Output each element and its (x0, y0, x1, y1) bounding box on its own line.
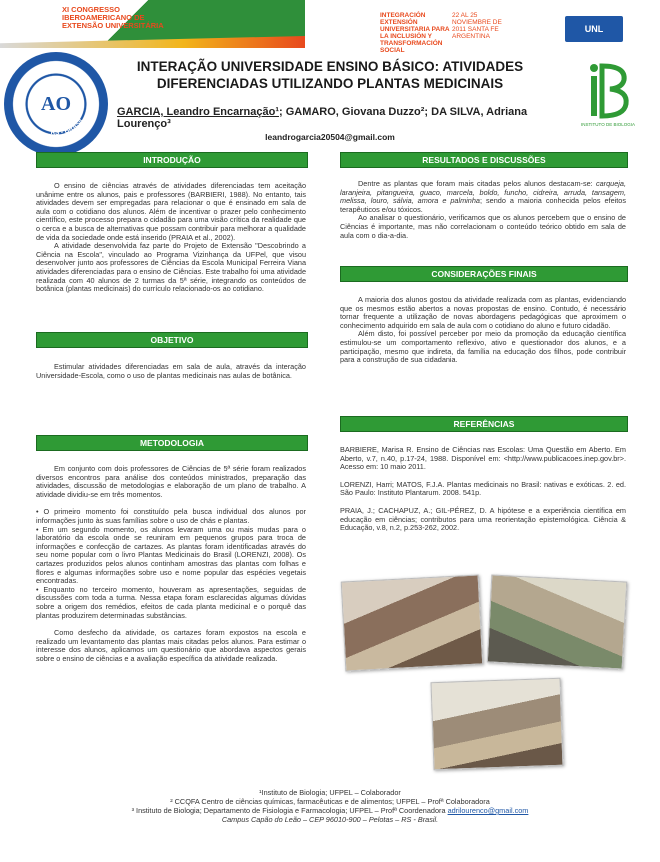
contact-email: leandrogarcia20504@gmail.com (265, 132, 395, 142)
congress-title: XI CONGRESSO IBEROAMERICANO DE EXTENSÃO UNIVERSITÁRIA (62, 5, 164, 30)
section-header-resultados: RESULTADOS E DISCUSSÕES (340, 152, 628, 168)
plant-list: carqueja, laranjeira, pitangueira, guaco, marcela, boldo, funcho, cidreira, arruda, tansagem, melissa, louro, sálvia, amora e palminha (340, 179, 626, 206)
event-logo (380, 10, 540, 54)
author-list (117, 106, 577, 130)
resultados-paragraph: Ao analisar o questionário, verificamos que os alunos percebem que o ensino de Ciências é importante, mas não correlacionam o conteúdo teórico obtido em sala de aula com o dia-a-dia. (340, 213, 626, 240)
classroom-photo (487, 575, 627, 670)
intro-paragraph: O ensino de ciências através de atividades diferenciadas tem aceitação unânime entre os alunos, pais e professores (BARBIERI, 1988). No entanto, tais atividades devem ser empregadas para relacionar o que é ensinado em sala de aula com o cotidiano dos alunos. Além de incentivar o prazer pelo conhecimento científico, este processo prepara o cidadão para uma visão crítica da realidade que o cerca e a busca de alternativas que possam contribuir para melhorar a qualidade de vida da sociedade onde está inserido (PRAIA et al., 2002). (36, 181, 306, 242)
coordinator-email-link[interactable]: adrilourenco@gmail.com (447, 806, 529, 815)
metodologia-bullet: • Enquanto no terceiro momento, houveram as apresentações, seguidas de discussões com toda a turma. Nessa etapa foram esclarecidas algumas dúvidas sobre a origem dos remédios, efeitos de cada planta medicinal e o porquê das plantas produzirem determinadas substâncias. (36, 584, 306, 620)
metodologia-text (36, 465, 306, 663)
campus-address: Campus Capão do Leão – CEP 96010-900 – Pelotas – RS - Brasil. (221, 815, 439, 824)
intro-paragraph: A atividade desenvolvida faz parte do Projeto de Extensão "Descobrindo a Ciência na Escola", vinculado ao Programa Vizinhança da UFPel, que visou desenvolver junto aos professores de Ciências da Escola Municipal Ferreira Viana atividades diferenciadas para o ensino de Ciências. Este trabalho foi uma atividade realizada com 40 alunos de 2 turmas da 5ª série, integrando os conteúdos de botânica (plantas medicinais) do currículo relacionado-os ao cotidiano. (36, 241, 306, 294)
svg-text:INSTITUTO DE BIOLOGIA: INSTITUTO DE BIOLOGIA (581, 122, 635, 127)
svg-text:AO: AO (41, 93, 71, 115)
section-header-consideracoes: CONSIDERAÇÕES FINAIS (340, 266, 628, 282)
section-header-introducao: INTRODUÇÃO (36, 152, 308, 168)
section-header-objetivo: OBJETIVO (36, 332, 308, 348)
resultados-end: ; sendo a maioria conhecida pelos efeitos terapêuticos e/ou tóxicos. (340, 196, 627, 214)
affiliation-3 (0, 806, 660, 815)
svg-text:RS - BRASIL: RS - BRASIL (50, 116, 87, 137)
consideracoes-text (340, 296, 626, 365)
intro-text (36, 182, 306, 294)
affiliations-footer (0, 788, 660, 824)
classroom-photo (431, 678, 564, 770)
event-logo-date: 22 AL 25 NOVIEMBRE DE 2011 SANTA FE ARGENTINA (452, 12, 502, 40)
affiliation-3-text: ³ Instituto de Biologia; Departamento de Fisiologia e Farmacologia; UFPEL – Profª Coordenadora (131, 806, 448, 815)
reference-item: BARBIERE, Marisa R. Ensino de Ciências nas Escolas: Uma Questão em Aberto. Em Aberto, v.7, n.40, p.17-24, 1988. Disponível em: <http://www.publicacoes.inep.gov.br>. Acesso em: 10 maio 2011. (340, 445, 626, 472)
resultados-text (340, 180, 626, 240)
metodologia-paragraph: Em conjunto com dois professores de Ciências de 5ª série foram realizados diversos encontros para análise dos conteúdos ministrados, preparação das atividades, discussão de metodologias e elaboração de um plano de trabalho. A atividade dividiu-se em três momentos. (36, 464, 306, 499)
metodologia-paragraph: Como desfecho da atividade, os cartazes foram expostos na escola e realizado um levantamento das plantas mais citadas pelos alunos. Para estimar o interesse dos alunos, aplicamos um questionário que abordava aspectos gerais sobre o ensino de ciências e a avaliação específica da atividade realizada. (36, 628, 306, 663)
section-header-metodologia: METODOLOGIA (36, 435, 308, 451)
metodologia-bullet: • O primeiro momento foi constituído pela busca individual dos alunos por informações junto às suas famílias sobre o uso de chás e plantas. (36, 507, 306, 525)
other-authors: ; GAMARO, Giovana Duzzo²; DA SILVA, Adriana Lourenço³ (117, 106, 528, 130)
congress-banner (0, 0, 305, 48)
objetivo-paragraph: Estimular atividades diferenciadas em sala de aula, através da interação Universidade-Escola, como o uso de plantas medicinais nas aulas de botânica. (36, 362, 306, 380)
biology-institute-logo (580, 58, 636, 128)
affiliation-2: ² CCQFA Centro de ciências químicas, farmacêuticas e de alimentos; UFPEL – Profª Colaboradora (170, 797, 490, 806)
event-logo-text: INTEGRACIÓN EXTENSIÓN UNIVERSITARIA PARA LA INCLUSIÓN Y TRANSFORMACIÓN SOCIAL (380, 12, 450, 54)
metodologia-bullet: • Em um segundo momento, os alunos levaram uma ou mais mudas para o laboratório da escola onde se reuniram em pequenos grupos para troca de informações e confecção de cartazes. As plantas foram identificadas através do seu nome popular com o livro Plantas Medicinais do Brasil (LORENZI, 2008). Os cartazes produzidos pelos alunos continham amostras das plantas com folhas e flores e algumas informações sobre uso e nome popular das espécies vegetais encontradas. (36, 524, 306, 586)
resultados-intro: Dentre as plantas que foram mais citadas pelos alunos destacam-se: (358, 179, 596, 188)
objetivo-text (36, 363, 306, 380)
section-header-referencias: REFERÊNCIAS (340, 416, 628, 432)
affiliation-1: ¹Instituto de Biologia; UFPEL – Colaborador (259, 788, 401, 797)
poster-title: INTERAÇÃO UNIVERSIDADE ENSINO BÁSICO: ATIVIDADES DIFERENCIADAS UTILIZANDO PLANTAS MEDICINAIS (136, 59, 524, 91)
svg-text:UNIVERSIDADE FEDERAL DE PELOTA: UNIVERSIDADE FEDERAL DE PELOT (13, 60, 100, 105)
banner-stripe (0, 36, 305, 48)
first-author: GARCIA, Leandro Encarnação¹ (117, 106, 279, 118)
reference-item: LORENZI, Harri; MATOS, F.J.A. Plantas medicinais no Brasil: nativas e exóticas. 2. ed. São Paulo: Instituto Plantarum. 2008. 541p. (340, 479, 626, 498)
unl-logo: UNL (565, 16, 623, 42)
classroom-photo (341, 574, 484, 671)
consideracoes-paragraph: Além disto, foi possível perceber por meio da promoção da educação científica estimulou-se um comportamento reflexivo, ativo e questionador dos alunos, e a participação, mesmo que indireta, da família na educação dos filhos, pode contribuir para a construção de sua cidadania. (340, 329, 626, 365)
consideracoes-paragraph: A maioria dos alunos gostou da atividade realizada com as plantas, evidenciando que os mesmos estão abertos a novas propostas de ensino. Contudo, é necessário tornar frequente a utilização de novas abordagens pedagógicas que aproximem o conhecimento adquirido em sala de aula com o cotidiano do aluno e futuro cidadão. (340, 295, 626, 330)
references-list (340, 446, 626, 542)
resultados-paragraph (340, 180, 626, 214)
reference-item: PRAIA, J.; CACHAPUZ, A.; GIL-PÉREZ, D. A hipótese e a experiência científica em educação em ciências; contributos para uma reorientação epistemológica. Ciência & Educação, v.8, n.2, p.253-262, 2002. (340, 505, 626, 533)
